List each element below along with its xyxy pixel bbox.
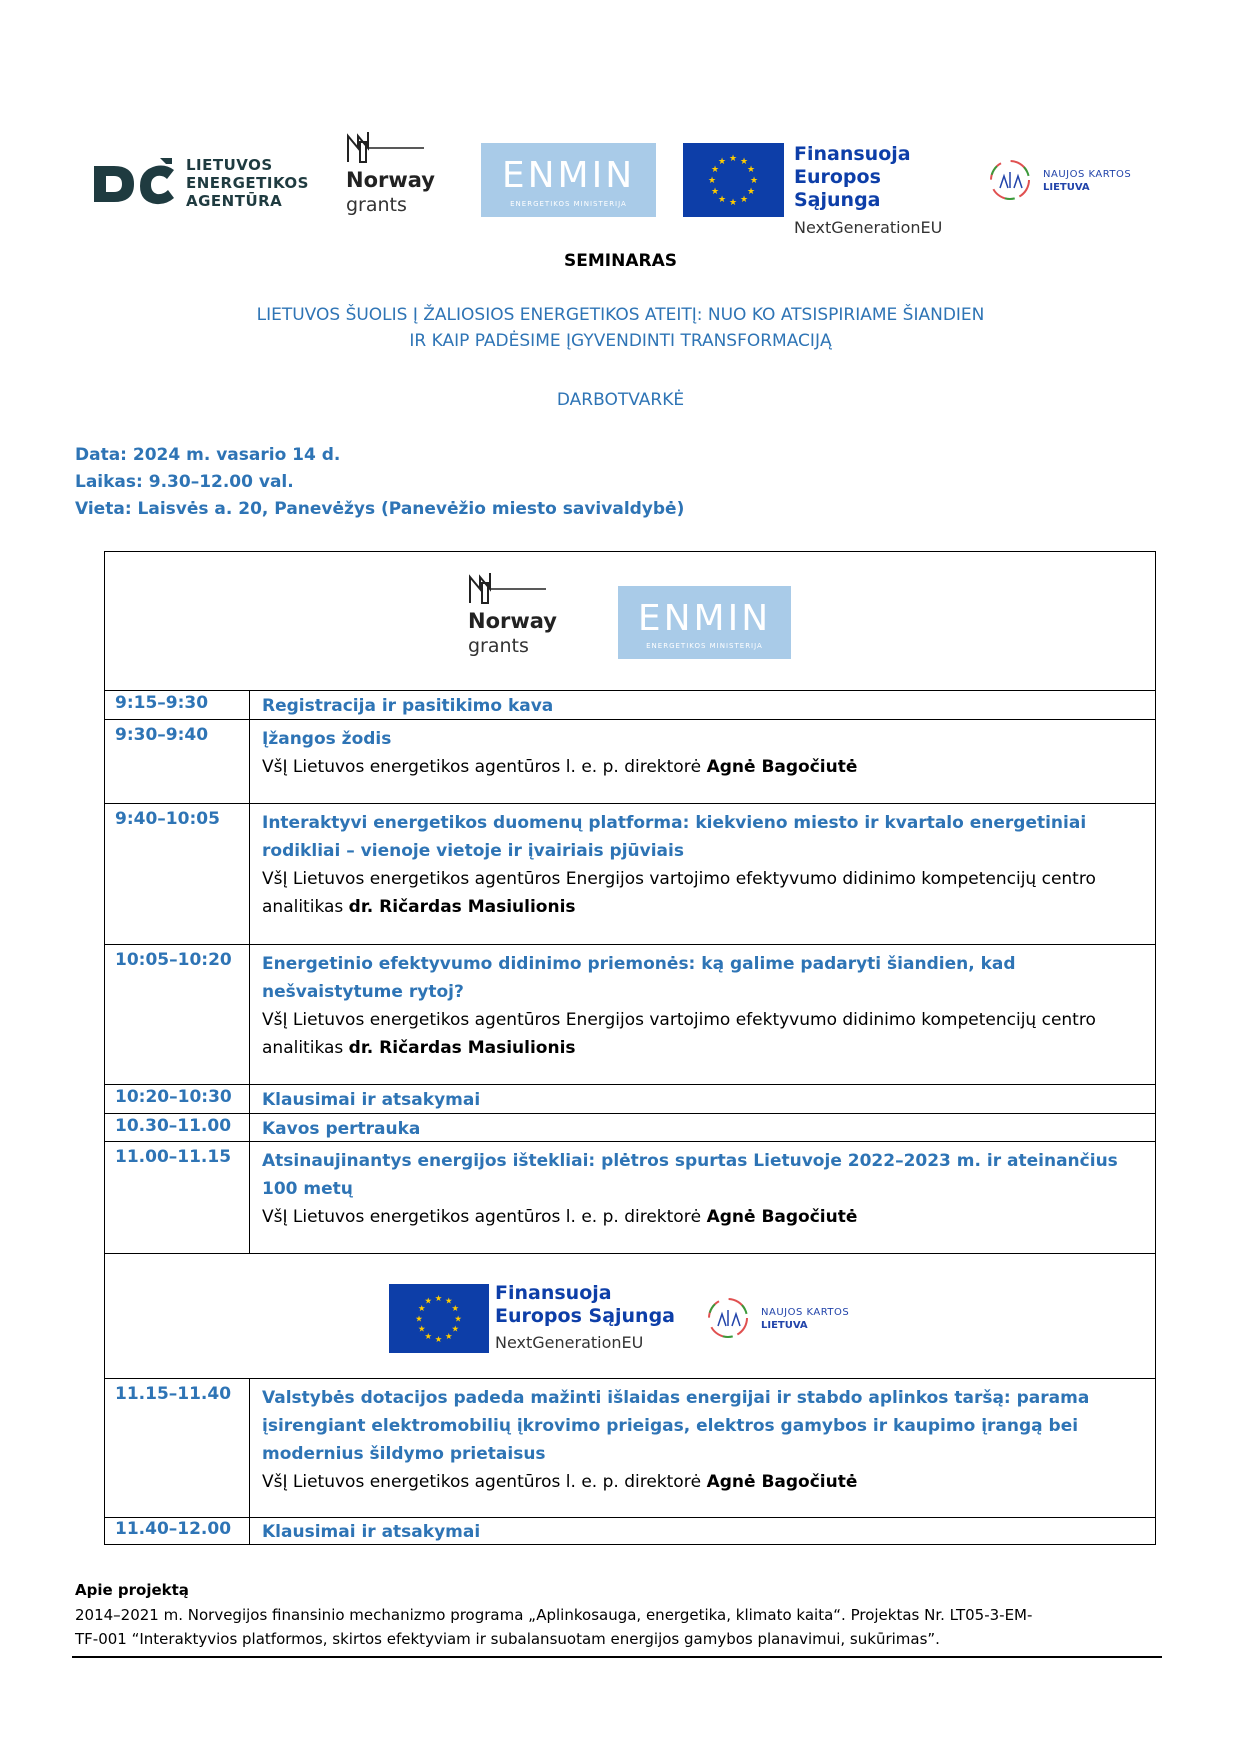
event-info (75, 442, 684, 523)
svg-text:★: ★ (434, 1333, 443, 1344)
ministry-name: ENMIN (501, 155, 636, 196)
agenda-row (105, 804, 1155, 945)
speaker-name: dr. Ričardas Masiulionis (348, 897, 576, 917)
agenda-time: 9:15–9:30 (115, 693, 209, 713)
grants-word: grants (468, 635, 529, 657)
agenda-speaker: VšĮ Lietuvos energetikos agentūros l. e. p. direktorė Agnė Bagočiutė (262, 1472, 858, 1492)
norway-grants-mark-icon (468, 571, 548, 605)
agenda-speaker: VšĮ Lietuvos energetikos agentūros l. e. p. direktorė Agnė Bagočiutė (262, 757, 858, 777)
svg-text:★: ★ (445, 1295, 453, 1306)
agenda-time: 9:30–9:40 (115, 725, 209, 745)
title-line1: LIETUVOS ŠUOLIS Į ŽALIOSIOS ENERGETIKOS ATEITĮ: NUO KO ATSISPIRIAME ŠIANDIEN (256, 305, 985, 325)
svg-text:★: ★ (710, 187, 720, 197)
agenda-time: 11.40–12.00 (115, 1519, 232, 1539)
eu-line3: NextGenerationEU (495, 1333, 644, 1352)
seminar-label: SEMINARAS (564, 251, 677, 271)
eu-line1: Finansuoja (495, 1282, 612, 1304)
svg-text:★: ★ (424, 1331, 433, 1342)
svg-text:★: ★ (746, 165, 756, 175)
ministry-sub: ENERGETIKOS MINISTERIJA (646, 642, 763, 650)
agenda-title: Įžangos žodis (262, 729, 392, 749)
footer-text-line2: TF-001 “Interaktyvios platformos, skirtos efektyviam ir subalansuotam energijos gamybos planavimui, sukūrimas”. (75, 1630, 940, 1648)
svg-text:★: ★ (710, 165, 720, 175)
event-date: Data: 2024 m. vasario 14 d. (75, 445, 341, 465)
lea-line2: ENERGETIKOS (186, 174, 309, 192)
norway-word: Norway (346, 168, 435, 192)
event-time: Laikas: 9.30–12.00 val. (75, 472, 294, 492)
svg-text:★: ★ (454, 1313, 462, 1324)
eu-line2: Europos Sąjunga (495, 1305, 675, 1327)
agenda-title: Interaktyvi energetikos duomenų platforma: kiekvieno miesto ir kvartalo energetiniai rodikliai – vienoje vietoje ir įvairiais pjūviais (262, 813, 1087, 861)
agenda-title: Energetinio efektyvumo didinimo priemonės: ką galime padaryti šiandien, kad nešvaistytume rytoj? (262, 954, 1016, 1002)
speaker-name: dr. Ričardas Masiulionis (348, 1038, 576, 1058)
table-logo-row-bottom (105, 1254, 1155, 1379)
agenda-time: 10:20–10:30 (115, 1087, 232, 1107)
norway-grants-logo-top (346, 130, 436, 220)
event-place: Vieta: Laisvės a. 20, Panevėžys (Panevėžio miesto savivaldybė) (75, 499, 685, 519)
speaker-name: Agnė Bagočiutė (706, 1472, 858, 1492)
agenda-time: 10:05–10:20 (115, 950, 232, 970)
nkl-line1: NAUJOS KARTOS (1043, 169, 1132, 180)
agenda-time: 11.00–11.15 (115, 1147, 232, 1167)
svg-text:★: ★ (739, 157, 749, 167)
lea-logo (90, 152, 309, 214)
eu-flag-icon (683, 143, 784, 217)
svg-text:★: ★ (717, 195, 727, 205)
nkl-line1: NAUJOS KARTOS (761, 1307, 850, 1318)
agenda-time: 9:40–10:05 (115, 809, 220, 829)
ministry-logo-top (481, 143, 656, 217)
svg-text:★: ★ (728, 154, 738, 164)
ministry-logo-table (618, 586, 791, 659)
svg-text:★: ★ (739, 195, 749, 205)
agenda-title: Klausimai ir atsakymai (262, 1522, 481, 1542)
svg-text:★: ★ (417, 1323, 426, 1334)
ministry-name: ENMIN (637, 598, 772, 639)
ministry-sub: ENERGETIKOS MINISTERIJA (510, 200, 627, 208)
svg-text:★: ★ (749, 176, 759, 186)
eu-flag-icon (389, 1284, 489, 1353)
lea-line3: AGENTŪRA (186, 192, 283, 210)
norway-word: Norway (468, 609, 557, 633)
agenda-speaker: VšĮ Lietuvos energetikos agentūros Energijos vartojimo efektyvumo didinimo kompetencijų centro analitikas dr. Ričardas Masiulionis (262, 1010, 1096, 1058)
agenda-row (105, 1518, 1155, 1544)
eu-line2: Europos Sąjunga (794, 166, 881, 211)
svg-text:★: ★ (746, 187, 756, 197)
svg-text:★: ★ (424, 1295, 433, 1306)
svg-text:★: ★ (707, 176, 717, 186)
agenda-row (105, 1085, 1155, 1114)
table-logo-row-top (105, 552, 1155, 691)
agenda-row (105, 945, 1155, 1085)
footer-text-line1: 2014–2021 m. Norvegijos finansinio mechanizmo programa „Aplinkosauga, energetika, klimato kaita“. Projektas Nr. LT05-3-EM- (75, 1606, 1033, 1624)
agenda-row (105, 691, 1155, 720)
seminar-title (0, 302, 1241, 354)
eu-funding-logo-top (683, 143, 973, 237)
eu-line3: NextGenerationEU (794, 218, 943, 237)
svg-text:★: ★ (728, 198, 738, 208)
speaker-name: Agnė Bagočiutė (706, 757, 858, 777)
agenda-speaker: VšĮ Lietuvos energetikos agentūros l. e. p. direktorė Agnė Bagočiutė (262, 1207, 858, 1227)
norway-grants-logo-table (468, 571, 558, 661)
nkl-line2: LIETUVA (761, 1320, 808, 1331)
naujos-kartos-logo-table (706, 1296, 866, 1344)
agenda-row (105, 1114, 1155, 1142)
agenda-time: 10.30–11.00 (115, 1116, 232, 1136)
agenda-title: Atsinaujinantys energijos ištekliai: plėtros spurtas Lietuvoje 2022–2023 m. ir ateinančius 100 metų (262, 1151, 1118, 1199)
footer-heading: Apie projektą (75, 1581, 189, 1599)
svg-text:★: ★ (451, 1303, 460, 1314)
naujos-kartos-logo-top (988, 158, 1148, 206)
agenda-title: Registracija ir pasitikimo kava (262, 696, 554, 716)
svg-text:★: ★ (717, 157, 727, 167)
lea-line1: LIETUVOS (186, 156, 273, 174)
eu-funding-logo-table (389, 1284, 679, 1358)
agenda-table (104, 551, 1156, 1545)
grants-word: grants (346, 194, 407, 216)
footer-divider (72, 1656, 1162, 1658)
norway-grants-mark-icon (346, 130, 426, 164)
agenda-row (105, 1379, 1155, 1518)
naujos-kartos-emblem-icon (706, 1296, 750, 1340)
svg-text:★: ★ (434, 1292, 443, 1303)
agenda-row (105, 720, 1155, 804)
agenda-title: Klausimai ir atsakymai (262, 1090, 481, 1110)
agenda-title: Kavos pertrauka (262, 1119, 421, 1139)
eu-line1: Finansuoja (794, 143, 911, 165)
svg-text:★: ★ (445, 1331, 453, 1342)
agenda-speaker: VšĮ Lietuvos energetikos agentūros Energijos vartojimo efektyvumo didinimo kompetencijų centro analitikas dr. Ričardas Masiulionis (262, 869, 1096, 917)
svg-text:★: ★ (417, 1303, 426, 1314)
agenda-row (105, 1142, 1155, 1254)
svg-text:★: ★ (451, 1323, 460, 1334)
nkl-line2: LIETUVA (1043, 182, 1090, 193)
lea-mark-icon (90, 156, 178, 212)
agenda-heading: DARBOTVARKĖ (556, 390, 685, 410)
agenda-time: 11.15–11.40 (115, 1384, 232, 1404)
svg-text:★: ★ (415, 1313, 423, 1324)
footer-text (75, 1603, 1165, 1651)
naujos-kartos-emblem-icon (988, 158, 1032, 202)
agenda-title: Valstybės dotacijos padeda mažinti išlaidas energijai ir stabdo aplinkos taršą: parama įsirengiant elektromobilių įkrovimo prieigas, elektros gamybos ir kaupimo įrangą bei modernius šildymo prietaisus (262, 1388, 1090, 1464)
speaker-name: Agnė Bagočiutė (706, 1207, 858, 1227)
title-line2: IR KAIP PADĖSIME ĮGYVENDINTI TRANSFORMACIJĄ (409, 331, 832, 351)
